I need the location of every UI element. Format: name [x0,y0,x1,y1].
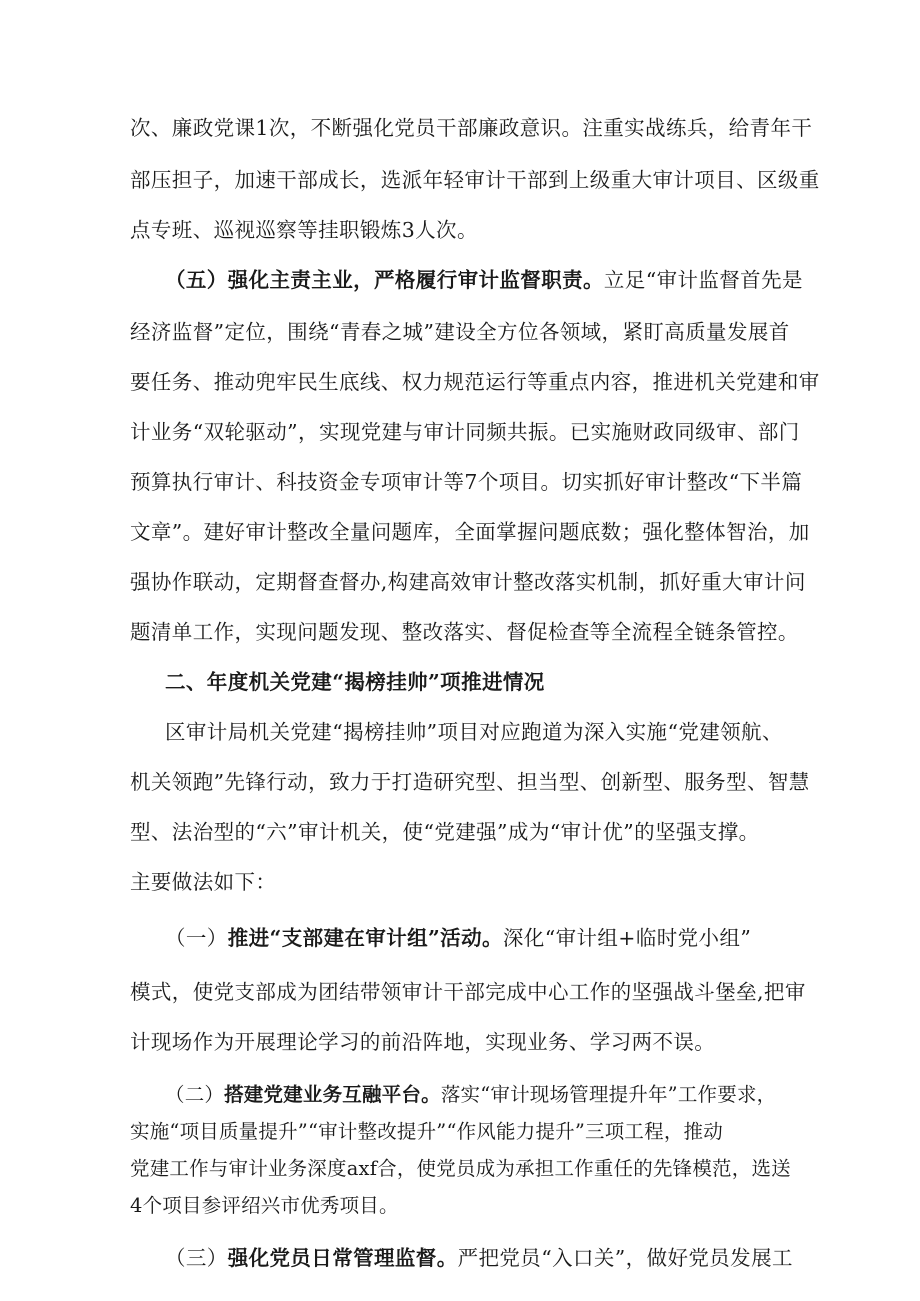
paragraph-line: 经济监督”定位，围绕“青春之城”建设全方位各领域，紧盯高质量发展首 [130,320,790,344]
item-2-prefix: （二） [165,1083,225,1106]
paragraph-line: 计现场作为开展理论学习的前沿阵地，实现业务、学习两不误。 [130,1030,716,1054]
item-2-heading: 搭建党建业务互融平台。 [224,1083,441,1106]
paragraph-line: 点专班、巡视巡察等挂职锻炼3人次。 [130,218,478,242]
paragraph-line: 计业务“双轮驱动”，实现党建与审计同频共振。已实施财政同级审、部门 [130,420,800,444]
section-5-heading: （五）强化主责主业，严格履行审计监督职责。 [165,268,604,292]
paragraph-line: 4个项目参评绍兴市优秀项目。 [130,1194,399,1217]
item-1-text: 深化“审计组+临时党小组” [502,926,752,950]
item-3-heading: 强化党员日常管理监督。 [227,1246,458,1270]
paragraph-line: 区审计局机关党建“揭榜挂帅”项目对应跑道为深入实施“党建领航、 [165,720,783,744]
paragraph-line: 主要做法如下： [130,870,277,894]
item-1-prefix: （一） [165,926,228,950]
paragraph-line: 次、廉政党课1次，不断强化党员干部廉政意识。注重实战练兵，给青年干 [130,116,813,140]
item-3-first-line [165,1244,793,1272]
item-2-text: 落实“审计现场管理提升年”工作要求， [440,1083,777,1106]
chapter-2-heading: 二、年度机关党建“揭榜挂帅”项推进情况 [165,670,545,694]
paragraph-line: 模式，使党支部成为团结带领审计干部完成中心工作的坚强战斗堡垒,把审 [130,980,806,1004]
paragraph-line: 党建工作与审计业务深度axf合，使党员成为承担工作重任的先锋模范，选送 [130,1157,791,1180]
paragraph-line: 实施“项目质量提升”“审计整改提升”“作风能力提升”三项工程，推动 [130,1120,723,1143]
paragraph-line: 型、法治型的“六”审计机关，使“党建强”成为“审计优”的坚强支撑。 [130,820,760,844]
paragraph-line: 机关领跑”先锋行动，致力于打造研究型、担当型、创新型、服务型、智慧 [130,770,810,794]
paragraph-line: 文章”。建好审计整改全量问题库，全面掌握问题底数；强化整体智治，加 [130,520,810,544]
paragraph-line: 要任务、推动兜牢民生底线、权力规范运行等重点内容，推进机关党建和审 [130,370,820,394]
paragraph-line: 部压担子，加速干部成长，选派年轻审计干部到上级重大审计项目、区级重 [130,168,820,192]
item-1-first-line [165,924,751,952]
item-2-first-line [165,1081,776,1109]
item-1-heading: 推进“支部建在审计组”活动。 [227,926,503,950]
paragraph-line: 强协作联动，定期督查督办,构建高效审计整改落实机制，抓好重大审计问 [130,570,806,594]
paragraph-line: 题清单工作，实现问题发现、整改落实、督促检查等全流程全链条管控。 [130,620,799,644]
section-5-first-line [165,266,803,294]
section-5-text: 立足“审计监督首先是 [603,268,803,292]
item-3-text: 严把党员“入口关”，做好党员发展工 [457,1246,793,1270]
paragraph-line: 预算执行审计、科技资金专项审计等7个项目。切实抓好审计整改“下半篇 [130,470,803,494]
item-3-prefix: （三） [165,1246,228,1270]
